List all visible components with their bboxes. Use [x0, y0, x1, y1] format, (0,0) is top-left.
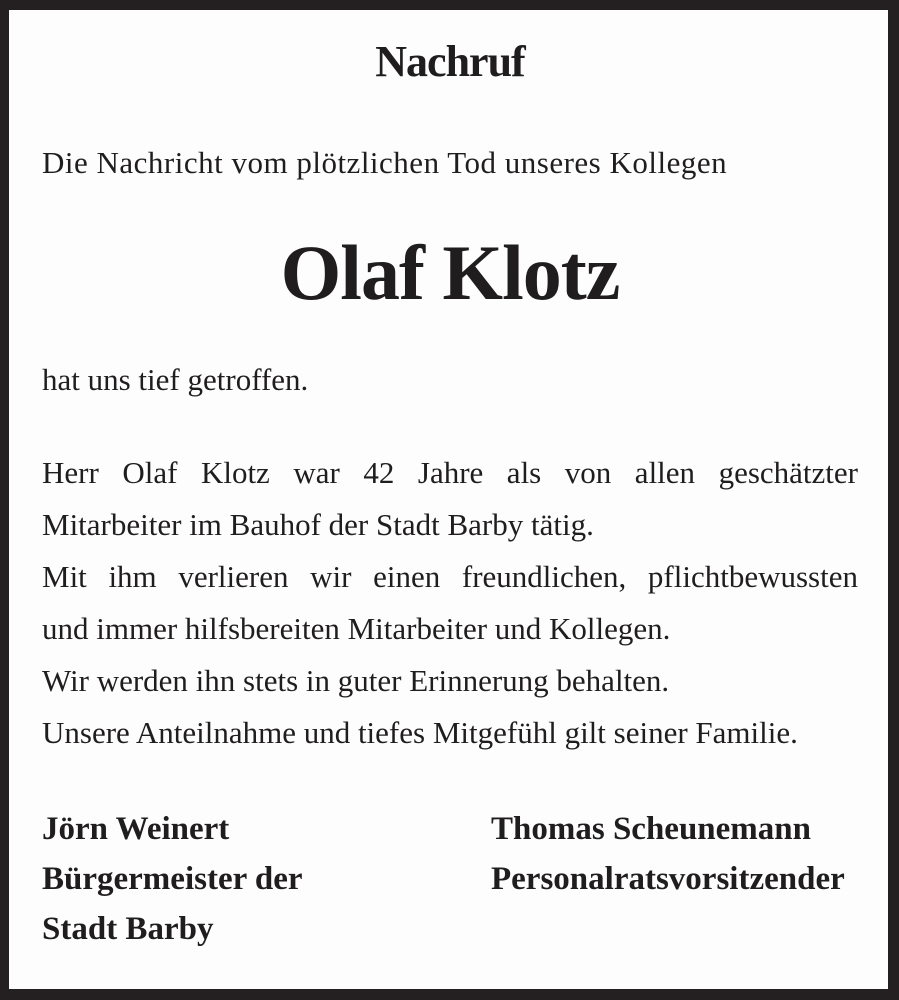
body-line-3: Mit ihm verlieren wir einen freundlichen, pflichtbewussten	[42, 559, 858, 594]
obituary-page	[9, 10, 888, 989]
after-name-line: hat uns tief getroffen.	[42, 362, 309, 397]
signature-left-column	[42, 804, 303, 954]
body-line-5: Wir werden ihn stets in guter Erinnerung behalten.	[42, 663, 670, 698]
signature-right-column	[491, 804, 845, 904]
body-text-block	[42, 447, 858, 759]
body-line-1: Herr Olaf Klotz war 42 Jahre als von allen geschätzter	[42, 455, 858, 490]
body-line-6: Unsere Anteilnahme und tiefes Mitgefühl gilt seiner Familie.	[42, 715, 798, 750]
deceased-name: Olaf Klotz	[280, 229, 620, 316]
obituary-header: Nachruf	[375, 37, 525, 86]
signature-left-role-line-2: Stadt Barby	[42, 911, 214, 947]
signature-right-role: Personalratsvorsitzender	[491, 861, 845, 897]
body-line-4: und immer hilfsbereiten Mitarbeiter und Kollegen.	[42, 611, 671, 646]
signature-left-name: Jörn Weinert	[42, 811, 230, 847]
body-line-2: Mitarbeiter im Bauhof der Stadt Barby tätig.	[42, 507, 594, 542]
intro-line: Die Nachricht vom plötzlichen Tod unseres Kollegen	[42, 145, 728, 180]
signature-right-name: Thomas Scheunemann	[491, 811, 811, 847]
signature-left-role-line-1: Bürgermeister der	[42, 861, 303, 897]
